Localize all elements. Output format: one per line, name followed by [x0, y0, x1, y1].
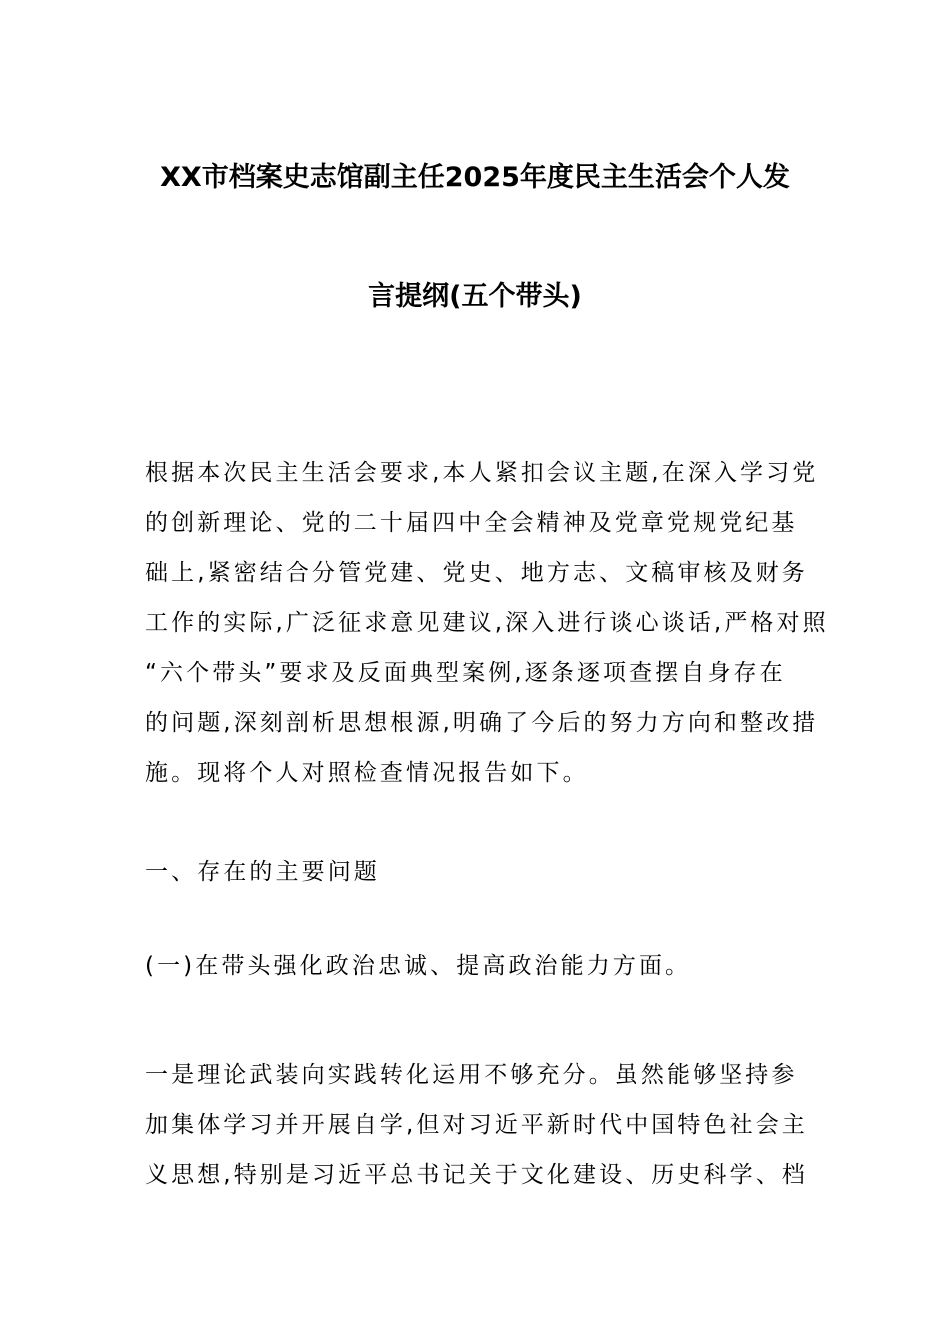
text-line: 根据本次民主生活会要求,本人紧扣会议主题,在深入学习党 [145, 460, 819, 486]
text-line: 义思想,特别是习近平总书记关于文化建设、历史科学、档 [145, 1162, 808, 1188]
text-line: 工作的实际,广泛征求意见建议,深入进行谈心谈话,严格对照 [145, 610, 829, 636]
section-heading-text: 一、存在的主要问题 [145, 859, 380, 885]
text-line: 的创新理论、党的二十届四中全会精神及党章党规党纪基 [145, 510, 798, 536]
document-title-line-2: 言提纲(五个带头) [368, 281, 582, 312]
text-line: 一是理论武装向实践转化运用不够充分。虽然能够坚持参 [145, 1062, 798, 1088]
intro-paragraph [145, 448, 829, 798]
paragraph-1 [145, 1050, 808, 1200]
subsection-heading [145, 941, 805, 991]
subsection-heading-text: (一)在带头强化政治忠诚、提高政治能力方面。 [145, 953, 692, 979]
text-line: “六个带头”要求及反面典型案例,逐条逐项查摆自身存在 [145, 660, 786, 686]
text-line: 施。现将个人对照检查情况报告如下。 [145, 760, 589, 786]
document-title-line-1: XX市档案史志馆副主任2025年度民主生活会个人发 [160, 162, 790, 193]
text-line: 加集体学习并开展自学,但对习近平新时代中国特色社会主 [145, 1112, 808, 1138]
section-heading [145, 847, 805, 897]
text-line: 础上,紧密结合分管党建、党史、地方志、文稿审核及财务 [145, 560, 808, 586]
text-line: 的问题,深刻剖析思想根源,明确了今后的努力方向和整改措 [145, 710, 819, 736]
